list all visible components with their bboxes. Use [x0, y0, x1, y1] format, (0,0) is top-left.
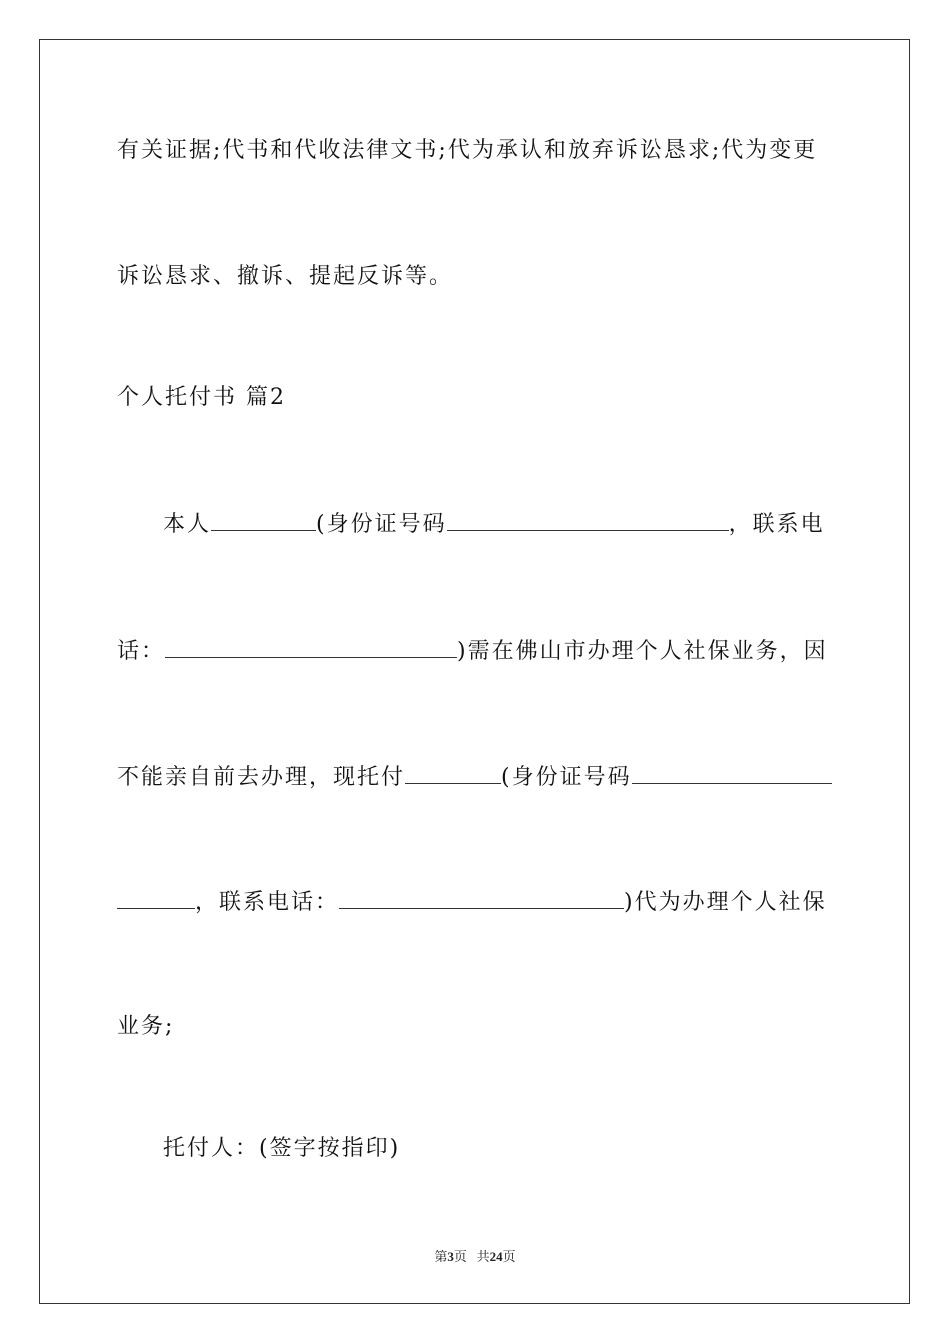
- total-prefix: 共: [476, 1249, 490, 1264]
- form-text: 本人: [163, 512, 212, 537]
- page-suffix: 页: [453, 1249, 467, 1264]
- signature-line: 托付人：(签字按指印): [163, 1136, 401, 1161]
- body-paragraph: 有关证据;代书和代收法律文书;代为承认和放弃诉讼恳求;代为变更: [117, 138, 818, 163]
- page-prefix: 第: [434, 1249, 448, 1264]
- form-text: ，联系电话：: [195, 890, 340, 915]
- agent-id-blank-cont[interactable]: [117, 888, 195, 909]
- total-suffix: 页: [502, 1249, 516, 1264]
- form-line-4: [117, 888, 827, 918]
- form-line-2: [117, 637, 828, 667]
- form-text: 话：: [117, 639, 166, 664]
- page-number: 3: [447, 1249, 454, 1264]
- body-paragraph: 诉讼恳求、撤诉、提起反诉等。: [117, 264, 454, 289]
- form-text: )代为办理个人社保: [624, 890, 827, 915]
- form-line-1: [163, 510, 825, 540]
- total-pages: 24: [489, 1249, 503, 1264]
- id-number-blank[interactable]: [447, 510, 729, 531]
- agent-id-blank[interactable]: [632, 763, 832, 784]
- section-title: 个人托付书 篇2: [117, 385, 286, 410]
- page-border: [39, 39, 910, 1304]
- form-line-3: [117, 763, 832, 793]
- phone-blank[interactable]: [165, 637, 457, 658]
- page-footer: [0, 1248, 950, 1266]
- form-line-5: 业务;: [117, 1014, 175, 1039]
- form-text: ，联系电: [728, 512, 825, 537]
- name-blank[interactable]: [211, 510, 316, 531]
- agent-phone-blank[interactable]: [339, 888, 624, 909]
- form-text: (身份证号码: [316, 512, 447, 537]
- form-text: )需在佛山市办理个人社保业务，因: [457, 639, 828, 664]
- form-text: 不能亲自前去办理，现托付: [117, 765, 406, 790]
- form-text: (身份证号码: [501, 765, 632, 790]
- agent-name-blank[interactable]: [405, 763, 501, 784]
